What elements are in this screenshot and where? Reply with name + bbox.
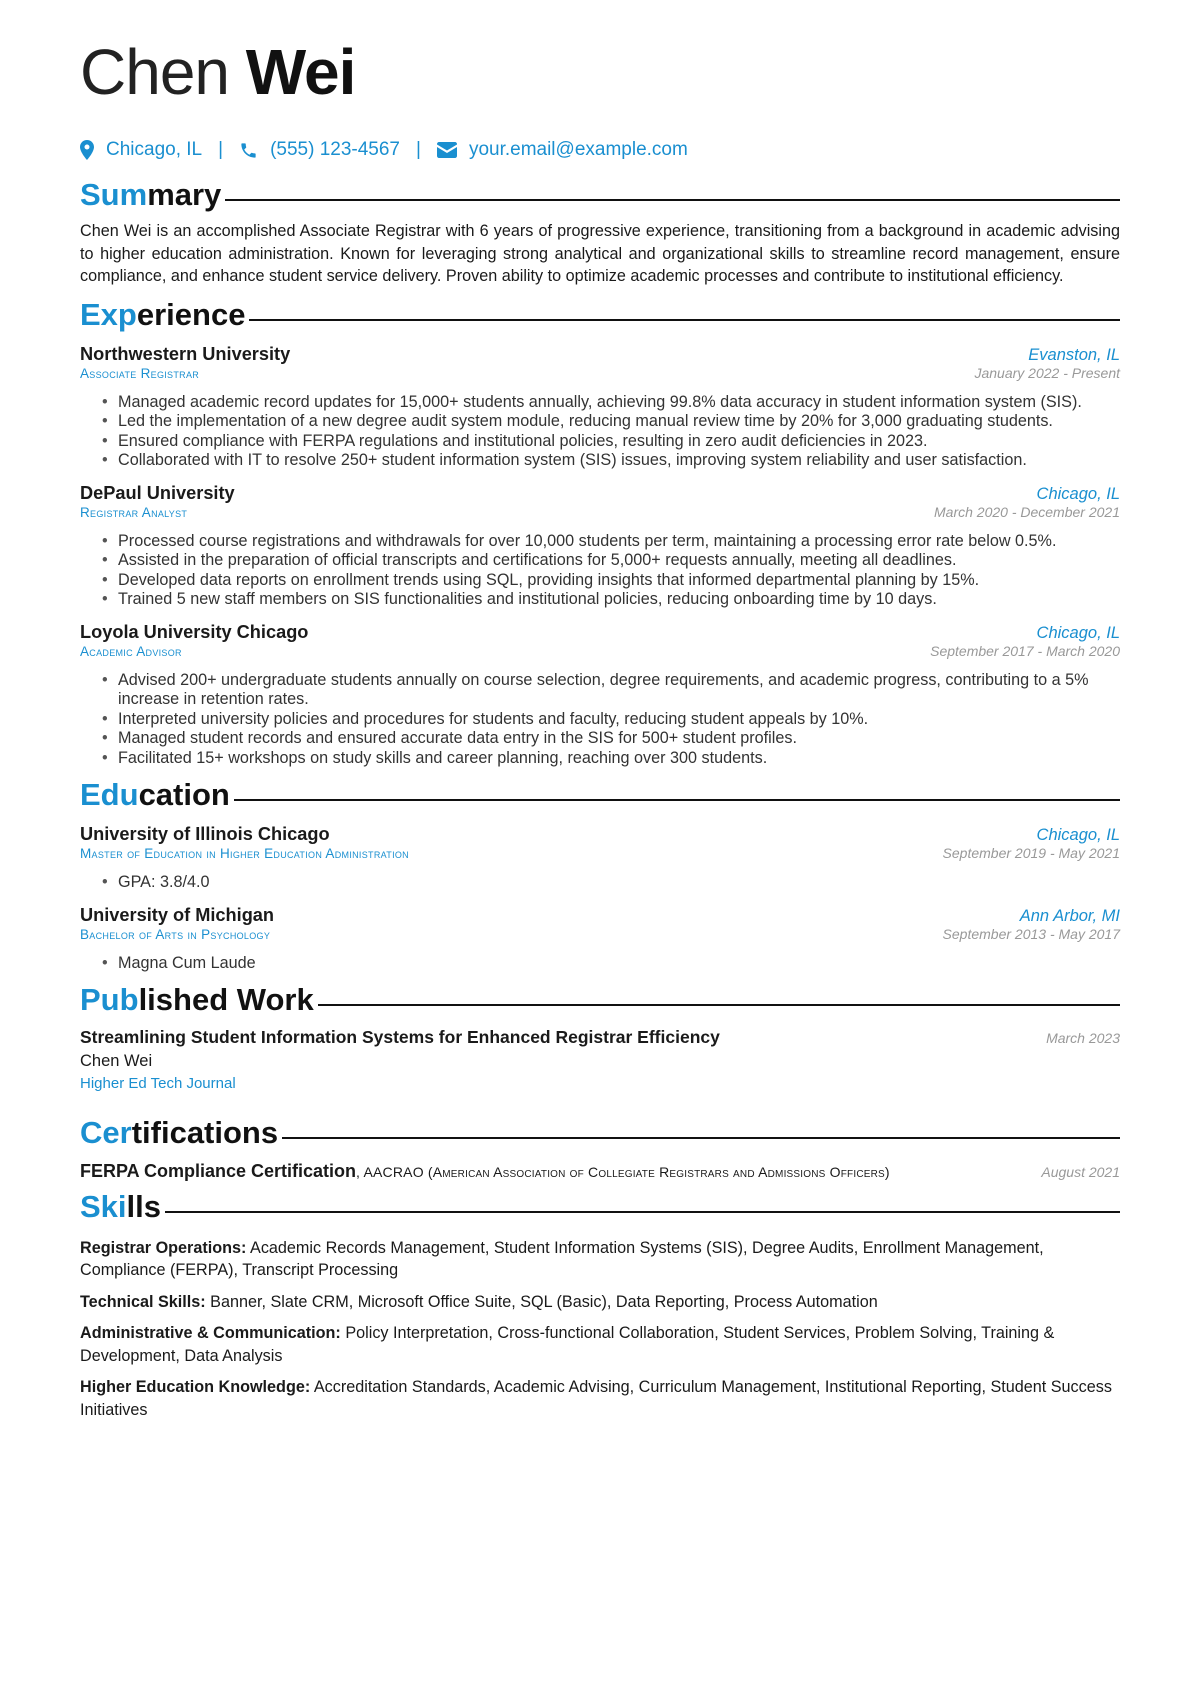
email-text: your.email@example.com [468, 139, 688, 160]
degree-name: Master of Education in Higher Education Administration [80, 846, 409, 862]
skill-list: Banner, Slate CRM, Microsoft Office Suite, SQL (Basic), Data Reporting, Process Automation [205, 1292, 878, 1311]
job-location: Chicago, IL [1036, 623, 1120, 642]
bullet-item: • Assisted in the preparation of official transcripts and certifications for 5,000+ requests annually, meeting all deadlines. [118, 551, 1120, 571]
certification-issuer: , AACRAO (American Association of Collegiate Registrars and Admissions Officers) [356, 1164, 890, 1181]
bullet-item: • Ensured compliance with FERPA regulations and institutional policies, resulting in zero audit deficiencies in 2023. [118, 432, 1120, 452]
section-skills [80, 1190, 1120, 1224]
section-title: Skills [80, 1189, 161, 1225]
certification-text [80, 1160, 920, 1184]
employer-name: Northwestern University [80, 343, 291, 364]
education-bullets [80, 954, 1120, 974]
summary-text: Chen Wei is an accomplished Associate Registrar with 6 years of progressive experience, transitioning from a background in academic advising to higher education administration. Known for leveraging strong analytical and organizational skills to streamline record management, ensure compliance, and enhance student service delivery. Proven ability to optimize academic processes and contribute to institutional efficiency. [80, 222, 1120, 286]
first-name: Chen [80, 36, 229, 108]
publication-title: Streamlining Student Information Systems for Enhanced Registrar Efficiency [80, 1027, 720, 1048]
section-certifications [80, 1116, 1120, 1150]
skill-group [80, 1376, 1120, 1421]
section-rule [225, 199, 1120, 201]
education-dates: September 2019 - May 2021 [942, 845, 1120, 862]
section-summary [80, 178, 1120, 212]
contact-separator: | [218, 139, 224, 160]
bullet-item: • Managed student records and ensured accurate data entry in the SIS for 500+ student profiles. [118, 729, 1120, 749]
job-title: Registrar Analyst [80, 504, 188, 520]
contact-email[interactable] [437, 139, 688, 161]
job-location: Chicago, IL [1036, 484, 1120, 503]
experience-entry [80, 483, 1120, 610]
job-location: Evanston, IL [1028, 345, 1120, 364]
section-title: Published Work [80, 982, 314, 1018]
bullet-item: • Facilitated 15+ workshops on study skills and career planning, reaching over 300 students. [118, 749, 1120, 769]
certification-entry [80, 1160, 1120, 1184]
school-name: University of Illinois Chicago [80, 824, 330, 845]
skill-group [80, 1322, 1120, 1367]
skill-group [80, 1237, 1120, 1282]
bullet-item: • Interpreted university policies and procedures for students and faculty, reducing student appeals by 10%. [118, 710, 1120, 730]
certification-date: August 2021 [1041, 1164, 1120, 1181]
job-dates: January 2022 - Present [974, 364, 1120, 381]
phone-text: (555) 123-4567 [270, 139, 400, 160]
skill-label: Administrative & Communication: [80, 1324, 341, 1343]
skill-label: Higher Education Knowledge: [80, 1378, 311, 1397]
map-marker-icon [80, 140, 94, 160]
section-education [80, 778, 1120, 812]
experience-entry [80, 622, 1120, 769]
publication-entry [80, 1027, 1120, 1092]
bullet-item: • GPA: 3.8/4.0 [118, 873, 1120, 893]
section-rule [282, 1137, 1120, 1139]
job-bullets [80, 393, 1120, 471]
education-entry [80, 905, 1120, 974]
section-rule [165, 1211, 1120, 1213]
skill-label: Technical Skills: [80, 1292, 206, 1311]
location-text: Chicago, IL [106, 139, 203, 160]
publication-date: March 2023 [1046, 1030, 1120, 1047]
job-dates: September 2017 - March 2020 [930, 642, 1120, 659]
skill-label: Registrar Operations: [80, 1238, 247, 1257]
bullet-item: • Collaborated with IT to resolve 250+ student information system (SIS) issues, improving system reliability and user satisfaction. [118, 451, 1120, 471]
job-bullets [80, 671, 1120, 769]
section-title: Education [80, 777, 230, 813]
bullet-item: • Led the implementation of a new degree audit system module, reducing manual review time by 20% for 3,000 graduating students. [118, 412, 1120, 432]
employer-name: DePaul University [80, 482, 235, 503]
education-bullets [80, 873, 1120, 893]
contact-separator: | [416, 139, 421, 160]
education-dates: September 2013 - May 2017 [942, 925, 1120, 942]
section-published-work [80, 983, 1120, 1017]
section-experience [80, 298, 1120, 332]
certification-name: FERPA Compliance Certification [80, 1161, 357, 1182]
skill-list: Policy Interpretation, Cross-functional Collaboration, Student Services, Problem Solving, Training & Development, Data Analysis [80, 1324, 1055, 1365]
school-name: University of Michigan [80, 904, 275, 925]
resume-name [80, 36, 1120, 112]
publication-author: Chen Wei [80, 1052, 153, 1071]
employer-name: Loyola University Chicago [80, 621, 309, 642]
experience-entry [80, 344, 1120, 471]
section-rule [234, 799, 1120, 801]
section-title: Experience [80, 296, 246, 332]
envelope-icon [437, 142, 457, 158]
skill-list: Academic Records Management, Student Information Systems (SIS), Degree Audits, Enrollment Management, Compliance (FERPA), Transcript Processing [80, 1238, 1044, 1280]
school-location: Ann Arbor, MI [1019, 906, 1120, 925]
job-bullets [80, 532, 1120, 610]
bullet-item: • Advised 200+ undergraduate students annually on course selection, degree requirements, and academic progress, contributing to a 5% increase in retention rates. [118, 671, 1120, 710]
section-rule [249, 319, 1120, 321]
job-title: Academic Advisor [80, 643, 182, 659]
section-title: Summary [80, 177, 222, 212]
section-title: Certifications [80, 1115, 279, 1151]
section-rule [318, 1004, 1120, 1006]
publication-journal: Higher Ed Tech Journal [80, 1075, 236, 1093]
skill-list: Accreditation Standards, Academic Advising, Curriculum Management, Institutional Reporting, Student Success Initiatives [80, 1378, 1112, 1419]
contact-location [80, 139, 202, 161]
education-entry [80, 824, 1120, 893]
job-title: Associate Registrar [80, 365, 200, 381]
contact-bar [80, 136, 1120, 164]
last-name: Wei [245, 36, 356, 108]
bullet-item: • Developed data reports on enrollment trends using SQL, providing insights that informed departmental planning by 15%. [118, 571, 1120, 591]
contact-phone[interactable] [239, 139, 400, 161]
job-dates: March 2020 - December 2021 [934, 503, 1120, 520]
bullet-item: • Processed course registrations and withdrawals for over 10,000 students per term, maintaining a processing error rate below 0.5%. [118, 532, 1120, 552]
skill-group [80, 1291, 1120, 1314]
bullet-item: • Trained 5 new staff members on SIS functionalities and institutional policies, reducing onboarding time by 10 days. [118, 590, 1120, 610]
school-location: Chicago, IL [1036, 826, 1120, 845]
resume-page [80, 36, 1120, 1421]
bullet-item: • Managed academic record updates for 15,000+ students annually, achieving 99.8% data accuracy in student information system (SIS). [118, 393, 1120, 413]
degree-name: Bachelor of Arts in Psychology [80, 926, 271, 942]
bullet-item: • Magna Cum Laude [118, 954, 1120, 974]
phone-icon [239, 141, 258, 160]
